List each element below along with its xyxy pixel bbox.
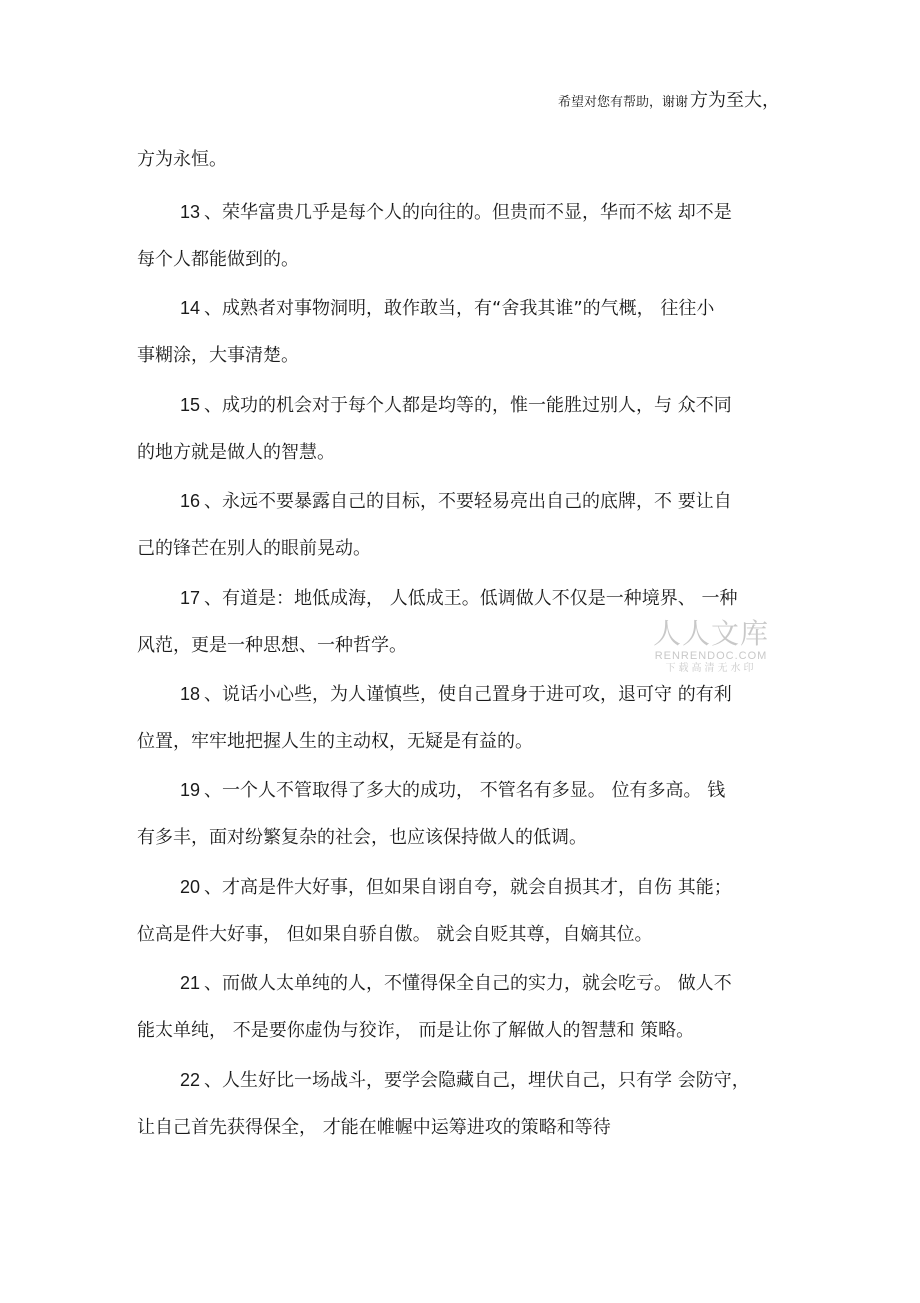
item-17-line-1 (180, 585, 783, 612)
header-note: 希望对您有帮助，谢谢 (557, 95, 688, 110)
item-21-line-2: 能太单纯， 不是要你虚伪与狡诈， 而是让你了解做人的智慧和 策略。 (137, 1020, 695, 1041)
item-number: 19 (180, 780, 201, 800)
item-number: 13 (180, 202, 201, 222)
item-text: 、说话小心些，为人谨慎些，使自己置身于进可攻，退可守 的有利 (204, 684, 732, 705)
item-number: 15 (180, 395, 201, 415)
item-text: 、而做人太单纯的人，不懂得保全自己的实力，就会吃亏。 做人不 (204, 973, 732, 994)
watermark-note: 下载高清无水印 (665, 663, 757, 674)
item-text: 、荣华富贵几乎是每个人的向往的。但贵而不显，华而不炫 却不是 (204, 202, 732, 223)
item-15-line-1 (180, 392, 783, 419)
item-number: 16 (180, 491, 201, 511)
watermark-logo: 人人文库 (652, 617, 769, 650)
item-20-line-1 (180, 874, 783, 901)
item-19-line-2: 有多丰，面对纷繁复杂的社会，也应该保持做人的低调。 (137, 827, 587, 848)
item-13-line-2: 每个人都能做到的。 (137, 249, 299, 270)
item-20-line-2: 位高是件大好事， 但如果自骄自傲。 就会自贬其尊，自嫡其位。 (137, 924, 653, 945)
item-13-line-1 (180, 199, 783, 226)
watermark-site: RENRENDOC.COM (654, 650, 768, 662)
watermark (648, 618, 774, 675)
item-text: 、有道是：地低成海， 人低成王。低调做人不仅是一种境界、 一种 (204, 588, 738, 609)
item-number: 18 (180, 684, 201, 704)
item-text: 、一个人不管取得了多大的成功， 不管名有多显。 位有多高。 钱 (204, 780, 726, 801)
item-14-line-2: 事糊涂，大事清楚。 (137, 345, 299, 366)
page-header (558, 86, 780, 112)
item-18-line-1 (180, 681, 783, 708)
item-22-line-1 (180, 1067, 783, 1094)
item-text: 、成熟者对事物洞明，敢作敢当，有“舍我其谁”的气概， 往往小 (204, 298, 715, 319)
item-21-line-1 (180, 970, 783, 997)
item-number: 22 (180, 1070, 201, 1090)
item-14-line-1 (180, 295, 783, 322)
item-number: 14 (180, 298, 201, 318)
item-18-line-2: 位置，牢牢地把握人生的主动权，无疑是有益的。 (137, 731, 533, 752)
item-16-line-2: 己的锋芒在别人的眼前晃动。 (137, 538, 371, 559)
text-line: 方为永恒。 (137, 149, 227, 170)
item-16-line-1 (180, 488, 783, 515)
header-continuation: 方为至大， (690, 90, 780, 111)
item-number: 17 (180, 588, 201, 608)
item-text: 、人生好比一场战斗，要学会隐藏自己，埋伏自己，只有学 会防守， (204, 1070, 750, 1091)
item-22-line-2: 让自己首先获得保全， 才能在帷幄中运筹进攻的策略和等待 (137, 1117, 611, 1138)
item-19-line-1 (180, 777, 783, 804)
item-text: 、成功的机会对于每个人都是均等的，惟一能胜过别人，与 众不同 (204, 395, 732, 416)
item-number: 21 (180, 973, 201, 993)
item-text: 、才高是件大好事，但如果自诩自夸，就会自损其才，自伤 其能； (204, 877, 732, 898)
item-text: 、永远不要暴露自己的目标，不要轻易亮出自己的底牌，不 要让自 (204, 491, 732, 512)
item-number: 20 (180, 877, 201, 897)
item-17-line-2: 风范，更是一种思想、一种哲学。 (137, 635, 407, 656)
item-15-line-2: 的地方就是做人的智慧。 (137, 442, 335, 463)
